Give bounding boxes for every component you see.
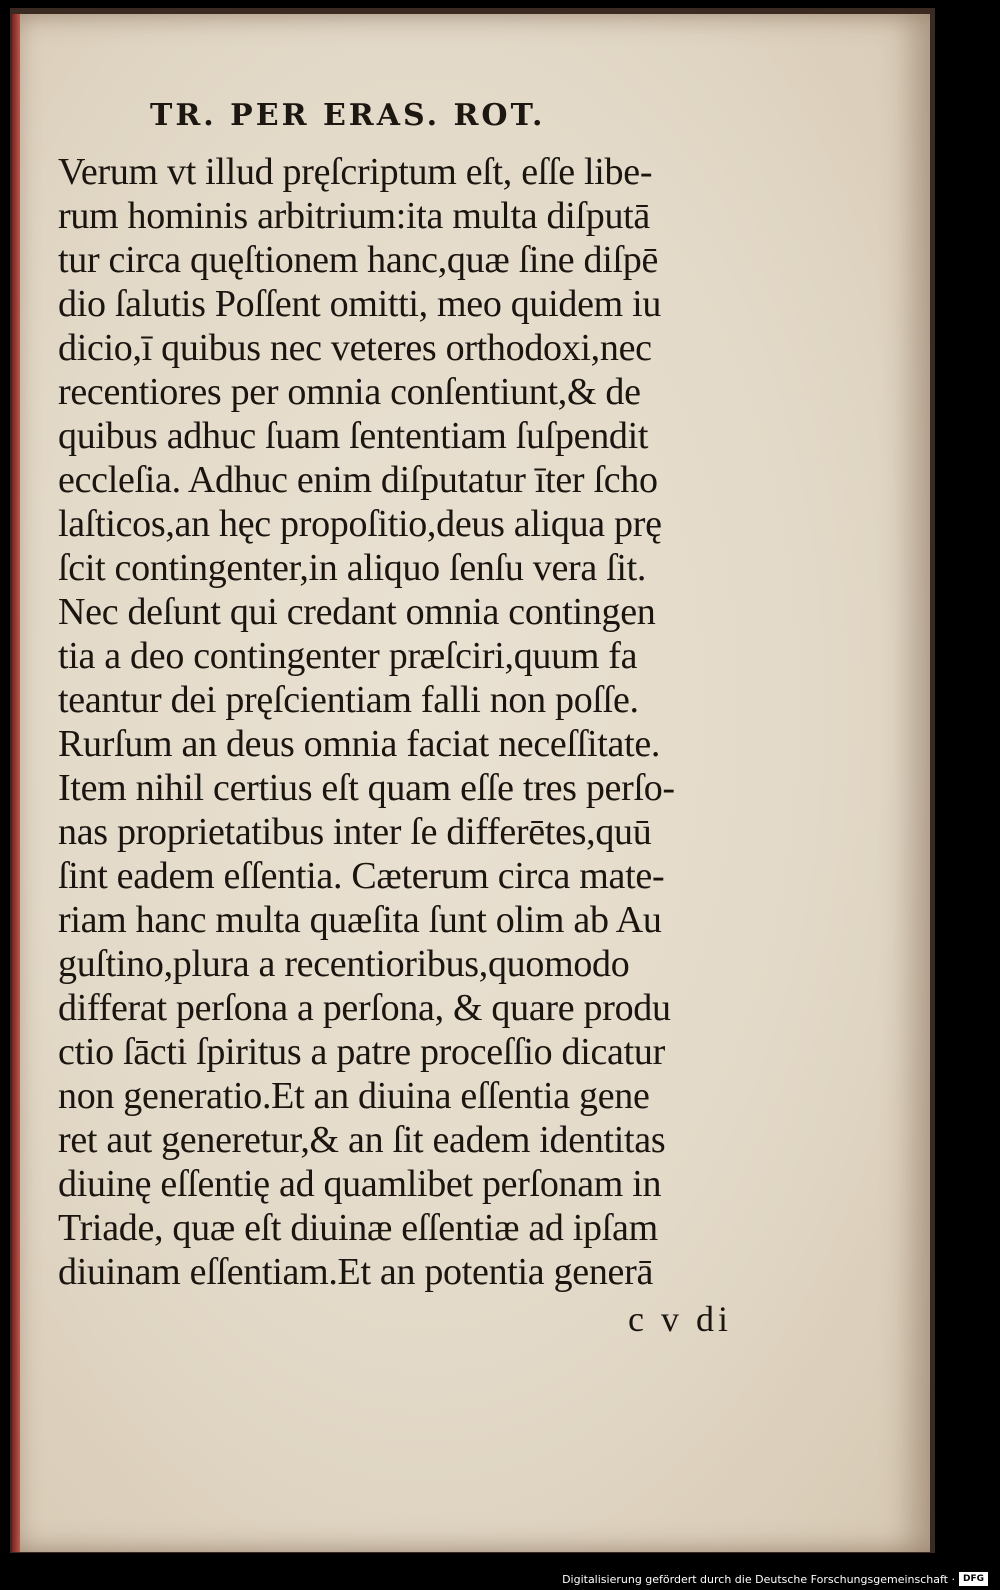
text-line: ctio ſācti ſpiritus a patre proceſſio dicatur xyxy=(58,1031,665,1073)
text-line: Triade, quæ eſt diuinæ eſſentiæ ad ipſam xyxy=(58,1207,658,1249)
text-line: differat perſona a perſona, & quare produ xyxy=(58,987,671,1029)
text-line: rum hominis arbitrium:ita multa diſputā xyxy=(58,195,650,237)
signature-mark: c v di xyxy=(628,1299,732,1339)
text-line: ſcit contingenter,in aliquo ſenſu vera ſit. xyxy=(58,547,647,589)
text-line: ret aut generetur,& an ſit eadem identitas xyxy=(58,1119,666,1161)
text-line: guſtino,plura a recentioribus,quomodo xyxy=(58,943,630,985)
dfg-logo: DFG xyxy=(959,1572,988,1586)
body-text xyxy=(58,150,778,1294)
text-line: diuinam eſſentiam.Et an potentia generā xyxy=(58,1251,654,1293)
text-line: tur circa quęſtionem hanc,quæ ſine diſpē xyxy=(58,239,659,281)
text-line: tia a deo contingenter præſciri,quum fa xyxy=(58,635,638,677)
text-line: riam hanc multa quæſita ſunt olim ab Au xyxy=(58,899,662,941)
text-line: recentiores per omnia conſentiunt,& de xyxy=(58,371,641,413)
footer-credit: Digitalisierung gefördert durch die Deutsche Forschungsgemeinschaft · xyxy=(562,1572,955,1586)
text-line: non generatio.Et an diuina eſſentia gene xyxy=(58,1075,650,1117)
text-line: quibus adhuc ſuam ſententiam ſuſpendit xyxy=(58,415,649,457)
text-line: dicio,ī quibus nec veteres orthodoxi,nec xyxy=(58,327,652,369)
text-line: teantur dei pręſcientiam falli non poſſe. xyxy=(58,679,639,721)
text-line: eccleſia. Adhuc enim diſputatur īter ſcho xyxy=(58,459,658,501)
text-line: Item nihil certius eſt quam eſſe tres perſo- xyxy=(58,767,675,809)
text-line: Verum vt illud pręſcriptum eſt, eſſe libe- xyxy=(58,151,653,193)
footer xyxy=(562,1572,988,1586)
text-line: Nec deſunt qui credant omnia contingen xyxy=(58,591,656,633)
text-line: dio ſalutis Poſſent omitti, meo quidem iu xyxy=(58,283,662,325)
text-line: Rurſum an deus omnia faciat neceſſitate. xyxy=(58,723,661,765)
text-line: laſticos,an hęc propoſitio,deus aliqua prę xyxy=(58,503,662,545)
page-edge-red xyxy=(12,14,20,1552)
text-line: diuinę eſſentię ad quamlibet perſonam in xyxy=(58,1163,662,1205)
text-line: nas proprietatibus inter ſe differētes,quū xyxy=(58,811,652,853)
text-line: ſint eadem eſſentia. Cæterum circa mate- xyxy=(58,855,665,897)
running-head: TR. PER ERAS. ROT. xyxy=(150,98,546,133)
